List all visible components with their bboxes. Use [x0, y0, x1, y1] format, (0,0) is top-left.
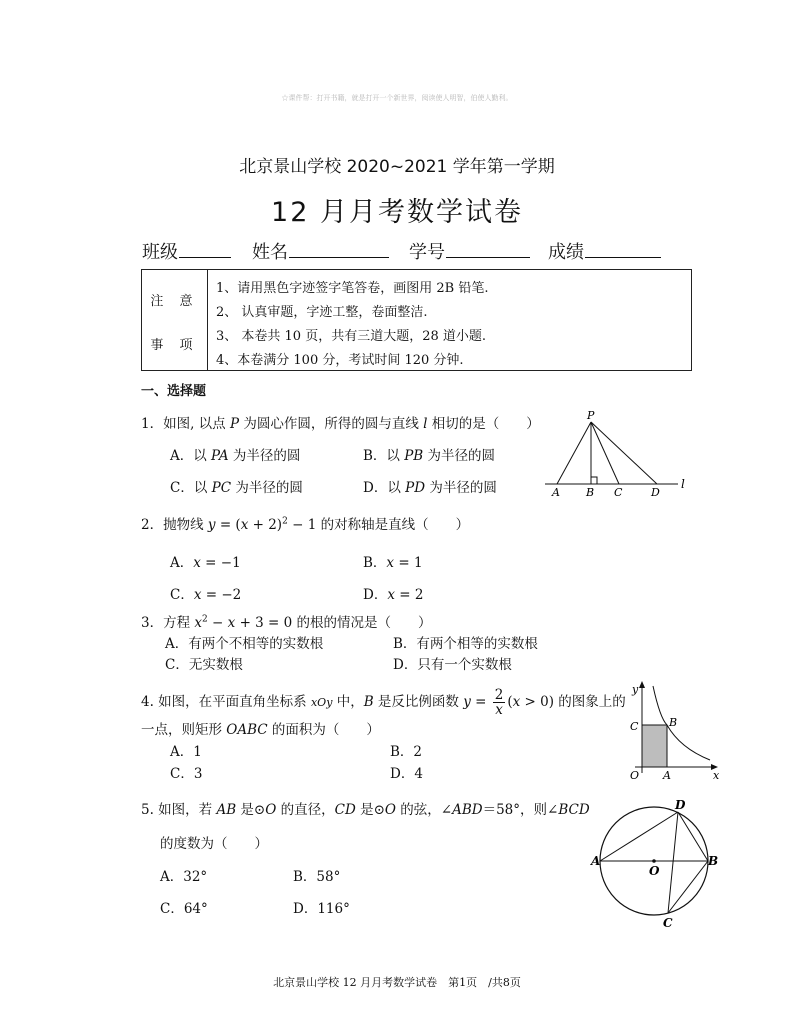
q5-figure — [588, 795, 723, 930]
notice-header — [142, 270, 208, 370]
page-footer: 北京景山学校 12 月月考数学试卷 第1页 /共8页 — [273, 976, 521, 989]
q5-option-c[interactable]: C．64° — [160, 901, 208, 917]
section-heading: 一、选择题 — [141, 384, 207, 399]
class-blank[interactable] — [179, 239, 231, 258]
name-blank[interactable] — [289, 239, 389, 258]
label-p: P — [587, 409, 595, 422]
y-axis-arrow — [639, 681, 645, 688]
q1-figure — [540, 408, 695, 500]
notice-label-2: 事 项 — [150, 338, 199, 353]
segment-pd — [591, 422, 657, 484]
q2-option-a[interactable]: A．x = −1 — [170, 555, 241, 571]
q4-figure — [625, 678, 725, 786]
label-c: C — [614, 486, 623, 499]
segment-pa — [557, 422, 591, 484]
notice-line-2: 2、 认真审题，字迹工整，卷面整洁. — [216, 305, 428, 320]
q2-option-b[interactable]: B．x = 1 — [363, 555, 423, 571]
question-2: 2．抛物线 $y = (x + 2)^2 - 1$ 的对称轴是直线（ ） — [141, 516, 470, 533]
label-c: C — [630, 720, 639, 733]
label-a: A — [552, 486, 560, 499]
question-5-line-2: 的度数为（ ） — [160, 836, 268, 852]
question-5: 5. 如图，若 AB 是⊙O 的直径，CD 是⊙O 的弦，∠ABD＝58°，则∠BCD — [141, 802, 590, 818]
q1-option-b[interactable]: B．以 PB 为半径的圆 — [363, 448, 496, 464]
label-o: O — [630, 769, 640, 782]
notice-line-4: 4、本卷满分 100 分，考试时间 120 分钟. — [216, 353, 464, 368]
q2-option-c[interactable]: C．x = −2 — [170, 587, 242, 603]
label-b: B — [708, 854, 719, 868]
label-l: l — [681, 477, 685, 491]
q2-option-d[interactable]: D．x = 2 — [363, 587, 424, 603]
q3-option-c[interactable]: C．无实数根 — [165, 657, 243, 673]
class-label: 班级 — [142, 242, 178, 263]
question-4-line-2: 一点，则矩形 OABC 的面积为（ ） — [141, 722, 380, 738]
segment-pc — [591, 422, 619, 484]
name-label: 姓名 — [252, 242, 288, 263]
label-a: A — [591, 854, 601, 868]
q4-option-c[interactable]: C．3 — [170, 766, 203, 782]
q4-option-d[interactable]: D．4 — [390, 766, 423, 782]
label-d: D — [651, 486, 660, 499]
label-b: B — [669, 716, 678, 729]
right-angle-mark — [591, 477, 597, 484]
q4-option-b[interactable]: B．2 — [390, 744, 423, 760]
chord-cd — [668, 812, 678, 913]
chord-ad — [600, 812, 678, 861]
q5-option-d[interactable]: D．116° — [293, 901, 350, 917]
question-4: 4. 如图，在平面直角坐标系 xOy 中，B 是反比例函数 y = $\frac{2}{x}$ (x > 0) 的图象上的 — [141, 687, 626, 718]
q3-option-d[interactable]: D．只有一个实数根 — [393, 657, 512, 673]
label-b: B — [586, 486, 595, 499]
label-o: O — [649, 864, 660, 878]
question-3: 3．方程 $x^2 - x + 3 = 0$ 的根的情况是（ ） — [141, 614, 432, 631]
label-a: A — [663, 769, 671, 782]
id-field — [409, 238, 530, 264]
q3-option-a[interactable]: A．有两个不相等的实数根 — [165, 636, 324, 652]
q5-option-b[interactable]: B．58° — [293, 869, 341, 885]
rectangle-oabc — [642, 725, 667, 767]
notice-line-1: 1、请用黑色字迹签字笔答卷，画图用 2B 铅笔. — [216, 281, 489, 296]
name-field — [252, 238, 389, 264]
center-point — [652, 859, 656, 863]
score-label: 成绩 — [548, 242, 584, 263]
chord-bd — [678, 812, 708, 861]
label-d: D — [675, 798, 686, 812]
label-c: C — [663, 916, 673, 930]
score-field — [548, 238, 661, 264]
notice-line-3: 3、 本卷共 10 页，共有三道大题，28 道小题. — [216, 329, 487, 344]
q3-option-b[interactable]: B．有两个相等的实数根 — [393, 636, 538, 652]
label-y: y — [632, 683, 639, 696]
question-1: 1．如图, 以点 P 为圆心作圆，所得的圆与直线 l 相切的是（ ） — [141, 416, 540, 432]
q1-option-c[interactable]: C．以 PC 为半径的圆 — [170, 480, 303, 496]
q1-option-a[interactable]: A．以 PA 为半径的圆 — [170, 448, 301, 464]
watermark: ☆课件帮：打开书籍，就是打开一个新世界，阅读使人明智，伯使人勤利。 — [281, 94, 513, 102]
exam-title: 12 月月考数学试卷 — [271, 197, 523, 228]
id-label: 学号 — [409, 242, 445, 263]
id-blank[interactable] — [446, 239, 530, 258]
q1-option-d[interactable]: D．以 PD 为半径的圆 — [363, 480, 497, 496]
q4-option-a[interactable]: A．1 — [170, 744, 202, 760]
notice-label-1: 注 意 — [150, 294, 199, 309]
fraction: $\frac{2}{x}$ — [494, 687, 504, 718]
notice-box — [141, 269, 692, 371]
q5-option-a[interactable]: A．32° — [160, 869, 208, 885]
label-x: x — [713, 769, 720, 782]
class-field — [142, 238, 231, 264]
school-title: 北京景山学校 2020~2021 学年第一学期 — [239, 157, 555, 177]
score-blank[interactable] — [585, 239, 661, 258]
